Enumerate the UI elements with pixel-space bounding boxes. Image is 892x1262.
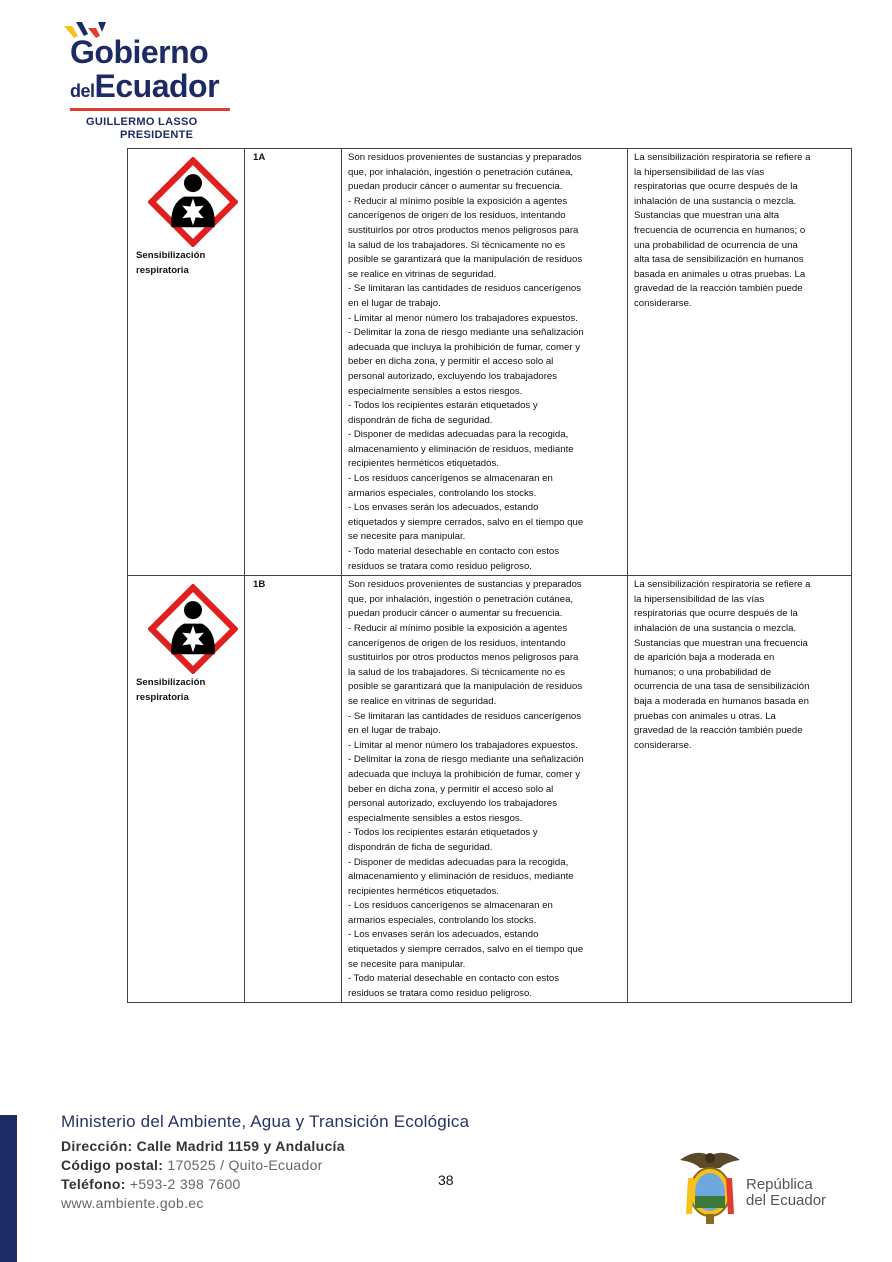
measure-line: armarios especiales, controlando los stocks. [348,487,537,499]
description-cell [628,149,852,576]
measure-line: que, por inhalación, ingestión o penetración cutánea, [348,593,574,605]
measure-line: recipientes herméticos etiquetados. [348,885,499,897]
measure-line: - Limitar al menor número los trabajadores expuestos. [348,312,578,324]
hazard-name [134,249,238,278]
measure-line: especialmente sensibles a estos riesgos. [348,385,523,397]
description-line: Sustancias que muestran una alta [634,210,780,222]
measure-line: dispondrán de ficha de seguridad. [348,414,493,426]
description-line: la hipersensibilidad de las vías [634,166,765,178]
website-link[interactable]: www.ambiente.gob.ec [61,1195,204,1211]
ministry-name: Ministerio del Ambiente, Agua y Transición Ecológica [61,1112,470,1131]
description-line: basada en animales u otras pruebas. La [634,268,806,280]
logo-underline [70,108,230,111]
hazard-name-line2: respiratoria [136,691,189,703]
description-line: baja a moderada en humanos basada en [634,695,809,707]
description-cell [628,576,852,1003]
description-line: de aparición baja a moderada en [634,652,775,664]
ghs-health-hazard-icon [148,157,238,247]
description-line: la hipersensibilidad de las vías [634,593,765,605]
footer-address [61,1138,345,1154]
measure-line: recipientes herméticos etiquetados. [348,458,499,470]
description-line: una probabilidad de ocurrencia de una [634,239,798,251]
category-label: 1B [253,579,266,591]
hazard-name-line2: respiratoria [136,264,189,276]
measure-line: adecuada que incluya la prohibición de fumar, comer y [348,768,580,780]
description-line: alta tasa de sensibilización en humanos [634,254,804,266]
description-line: respiratorias que ocurre después de la [634,608,798,620]
postal-value: 170525 / Quito-Ecuador [167,1157,323,1173]
measure-line: se necesite para manipular. [348,531,466,543]
measure-line: cancerígenos de origen de los residuos, intentando [348,637,566,649]
measure-line: - Limitar al menor número los trabajadores expuestos. [348,739,578,751]
measure-line: se necesite para manipular. [348,958,466,970]
measure-line: - Todos los recipientes estarán etiquetados y [348,400,538,412]
footer-sidebar-bar [0,1115,17,1262]
measure-line: se realice en vitrinas de seguridad. [348,268,497,280]
phone-value: +593-2 398 7600 [129,1176,241,1192]
measure-line: etiquetados y siempre cerrados, salvo en el tiempo que [348,516,584,528]
measure-line: etiquetados y siempre cerrados, salvo en el tiempo que [348,944,584,956]
footer-website[interactable] [61,1195,204,1211]
measure-line: armarios especiales, controlando los stocks. [348,914,537,926]
measure-line: posible se garantizará que la manipulación de residuos [348,254,583,266]
ghs-health-hazard-icon [148,584,238,674]
measure-line: se realice en vitrinas de seguridad. [348,695,497,707]
logo-ecuador: Ecuador [94,68,220,104]
description-line: respiratorias que ocurre después de la [634,181,798,193]
footer-phone [61,1176,241,1192]
measure-line: almacenamiento y eliminación de residuos, mediante [348,443,574,455]
table-row [128,149,852,576]
measure-line: - Los residuos cancerígenos se almacenaran en [348,473,553,485]
description-line: considerarse. [634,297,692,309]
measure-line: personal autorizado, excluyendo los trabajadores [348,798,558,810]
measure-line: - Los envases serán los adecuados, estando [348,929,539,941]
hazard-table [127,148,852,1003]
hazard-name-line1: Sensibilización [136,677,206,689]
measure-line: - Todo material desechable en contacto con estos [348,973,560,985]
description-line: gravedad de la reacción también puede [634,283,803,295]
description-line: pruebas con animales u otras. La [634,710,776,722]
description-line: considerarse. [634,739,692,751]
address-label: Dirección: [61,1138,133,1154]
category-cell [245,149,342,576]
measure-line: - Todos los recipientes estarán etiquetados y [348,827,538,839]
measure-line: que, por inhalación, ingestión o penetración cutánea, [348,166,574,178]
measure-line: - Se limitaran las cantidades de residuos cancerígenos [348,283,582,295]
measure-line: - Delimitar la zona de riesgo mediante una señalización [348,754,584,766]
measure-line: especialmente sensibles a estos riesgos. [348,812,523,824]
table-row [128,576,852,1003]
pictogram-cell [128,576,245,1003]
description-line: Sustancias que muestran una frecuencia [634,637,808,649]
measure-line: - Todo material desechable en contacto con estos [348,546,560,558]
description-line: frecuencia de ocurrencia en humanos; o [634,224,806,236]
description-line: inhalación de una sustancia o mezcla. [634,623,797,634]
measure-line: puedan producir cáncer o aumentar su frecuencia. [348,608,563,620]
measure-line: dispondrán de ficha de seguridad. [348,841,493,853]
republica-emblem [676,1148,856,1228]
measure-line: beber en dicha zona, y permitir el acceso solo al [348,783,554,795]
measure-line: almacenamiento y eliminación de residuos, mediante [348,871,574,883]
measure-line: sustituirlos por otros productos menos peligrosos para [348,224,579,236]
postal-label: Código postal: [61,1157,164,1173]
measure-line: beber en dicha zona, y permitir el acceso solo al [348,356,554,368]
measure-line: sustituirlos por otros productos menos peligrosos para [348,652,579,664]
pictogram-cell [128,149,245,576]
measure-line: en el lugar de trabajo. [348,725,441,737]
hazard-name [134,676,238,705]
logo-president-name: GUILLERMO LASSO [86,116,198,128]
logo-del: del [70,81,95,101]
measure-line: puedan producir cáncer o aumentar su frecuencia. [348,181,563,193]
description-line: gravedad de la reacción también puede [634,725,803,737]
description-line: humanos; o una probabilidad de [634,666,772,678]
measure-line: - Delimitar la zona de riesgo mediante una señalización [348,327,584,339]
measure-line: Son residuos provenientes de sustancias y preparados [348,152,582,163]
measure-line: Son residuos provenientes de sustancias y preparados [348,579,582,591]
measure-line: residuos se tratara como residuo peligroso. [348,987,532,999]
page-number: 38 [438,1172,454,1188]
measure-line: - Reducir al mínimo posible la exposición a agentes [348,623,568,634]
measures-cell [342,576,628,1003]
footer-postal [61,1157,323,1173]
description-line: inhalación de una sustancia o mezcla. [634,195,797,207]
category-label: 1A [253,152,266,163]
measure-line: posible se garantizará que la manipulación de residuos [348,681,583,693]
logo-president-title: PRESIDENTE [120,129,194,141]
category-cell [245,576,342,1003]
measure-line: - Disponer de medidas adecuadas para la recogida, [348,856,569,868]
measure-line: la salud de los trabajadores. Si técnicamente no es [348,666,566,678]
measure-line: cancerígenos de origen de los residuos, intentando [348,210,566,222]
measure-line: adecuada que incluya la prohibición de fumar, comer y [348,341,580,353]
description-line: La sensibilización respiratoria se refiere a [634,579,811,591]
address-value: Calle Madrid 1159 y Andalucía [136,1138,345,1154]
measure-line: residuos se tratara como residuo peligroso. [348,560,532,572]
republica-line1: República [746,1176,813,1193]
measure-line: - Se limitaran las cantidades de residuos cancerígenos [348,710,582,722]
description-line: La sensibilización respiratoria se refiere a [634,152,811,163]
measure-line: - Los residuos cancerígenos se almacenaran en [348,900,553,912]
measure-line: - Disponer de medidas adecuadas para la recogida, [348,429,569,441]
phone-label: Teléfono: [61,1176,126,1192]
measure-line: personal autorizado, excluyendo los trabajadores [348,370,558,382]
measure-line: - Los envases serán los adecuados, estando [348,502,539,514]
measure-line: en el lugar de trabajo. [348,297,441,309]
measure-line: - Reducir al mínimo posible la exposición a agentes [348,195,568,207]
gobierno-logo [60,16,240,141]
measure-line: la salud de los trabajadores. Si técnicamente no es [348,239,566,251]
logo-line-ecuador [70,68,219,105]
hazard-name-line1: Sensibilización [136,250,206,261]
description-line: ocurrencia de una tasa de sensibilización [634,681,810,693]
logo-line-gobierno: Gobierno [70,34,209,70]
republica-line2: del Ecuador [746,1192,827,1209]
coat-of-arms-icon [676,1148,744,1228]
measures-cell [342,149,628,576]
hazard-table-body [128,149,852,1003]
